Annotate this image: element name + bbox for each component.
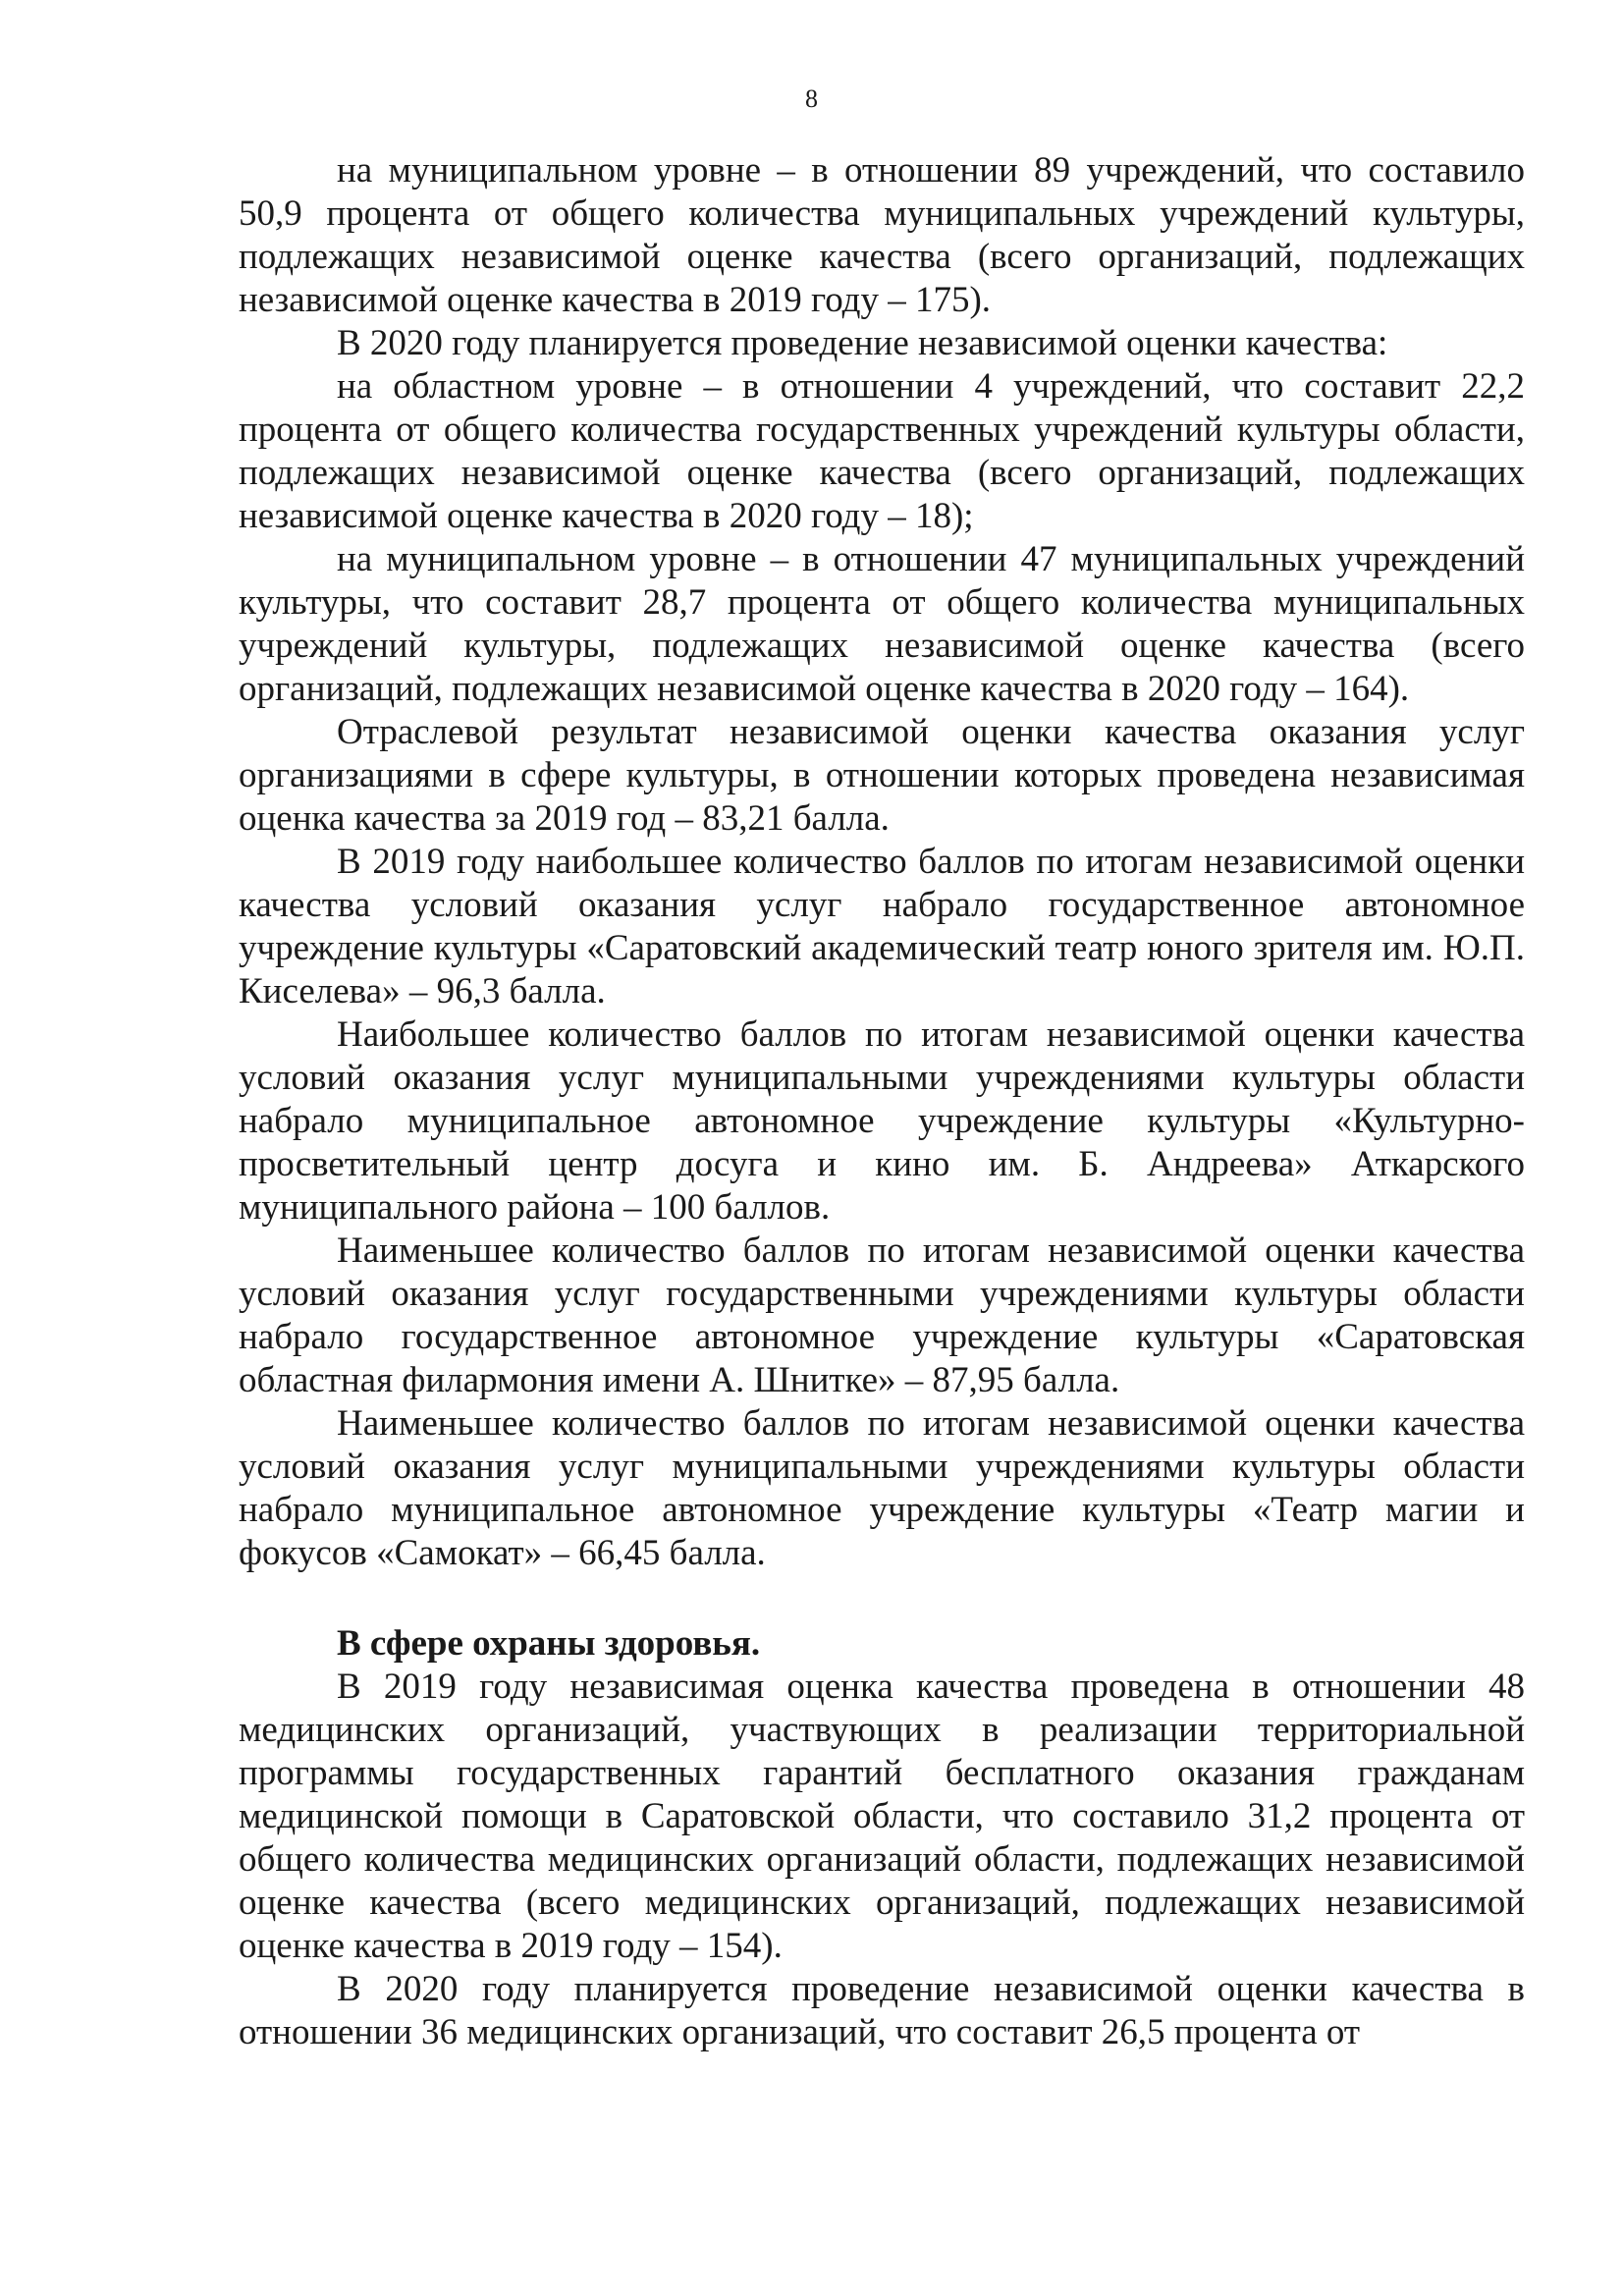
paragraph-highest-municipal-score: Наибольшее количество баллов по итогам независимой оценки качества условий оказания услуг муниципальными учреждениями культуры области набрало муниципальное автономное учреждение культуры «Культурно-просветительный центр досуга и кино им. Б. Андреева» Аткарского муниципального района – 100 баллов. <box>239 1014 1525 1228</box>
section-heading-health: В сфере охраны здоровья. <box>337 1623 761 1664</box>
paragraph-plan-2020-intro: В 2020 году планируется проведение независимой оценки качества: <box>337 323 1388 363</box>
paragraph-health-2020: В 2020 году планируется проведение независимой оценки качества в отношении 36 медицинских организаций, что составит 26,5 процента от <box>239 1969 1525 2052</box>
paragraph-regional-2020: на областном уровне – в отношении 4 учреждений, что составит 22,2 процента от общего количества государственных учреждений культуры области, подлежащих независимой оценке качества (всего организаций, подлежащих независимой оценке качества в 2020 году – 18); <box>239 366 1525 536</box>
document-body <box>239 149 1525 2054</box>
paragraph-health-2019: В 2019 году независимая оценка качества проведена в отношении 48 медицинских организаций, участвующих в реализации территориальной программы государственных гарантий бесплатного оказания гражданам медицинской помощи в Саратовской области, что составило 31,2 процента от общего количества медицинских организаций области, подлежащих независимой оценке качества (всего медицинских организаций, подлежащих независимой оценке качества в 2019 году – 154). <box>239 1667 1525 1966</box>
paragraph-industry-result: Отраслевой результат независимой оценки качества оказания услуг организациями в сфере культуры, в отношении которых проведена независимая оценка качества за 2019 год – 83,21 балла. <box>239 712 1525 839</box>
paragraph-municipal-2019: на муниципальном уровне – в отношении 89 учреждений, что составило 50,9 процента от общего количества муниципальных учреждений культуры, подлежащих независимой оценке качества (всего организаций, подлежащих независимой оценке качества в 2019 году – 175). <box>239 150 1525 320</box>
page-number: 8 <box>805 84 818 113</box>
paragraph-lowest-municipal-score: Наименьшее количество баллов по итогам независимой оценки качества условий оказания услуг муниципальными учреждениями культуры области набрало муниципальное автономное учреждение культуры «Театр магии и фокусов «Самокат» – 66,45 балла. <box>239 1403 1525 1573</box>
paragraph-municipal-2020: на муниципальном уровне – в отношении 47 муниципальных учреждений культуры, что составит 28,7 процента от общего количества муниципальных учреждений культуры, подлежащих независимой оценке качества (всего организаций, подлежащих независимой оценке качества в 2020 году – 164). <box>239 539 1525 709</box>
paragraph-highest-state-score: В 2019 году наибольшее количество баллов по итогам независимой оценки качества условий оказания услуг набрало государственное автономное учреждение культуры «Саратовский академический театр юного зрителя им. Ю.П. Киселева» – 96,3 балла. <box>239 842 1525 1011</box>
paragraph-lowest-state-score: Наименьшее количество баллов по итогам независимой оценки качества условий оказания услуг государственными учреждениями культуры области набрало государственное автономное учреждение культуры «Саратовская областная филармония имени А. Шнитке» – 87,95 балла. <box>239 1230 1525 1400</box>
